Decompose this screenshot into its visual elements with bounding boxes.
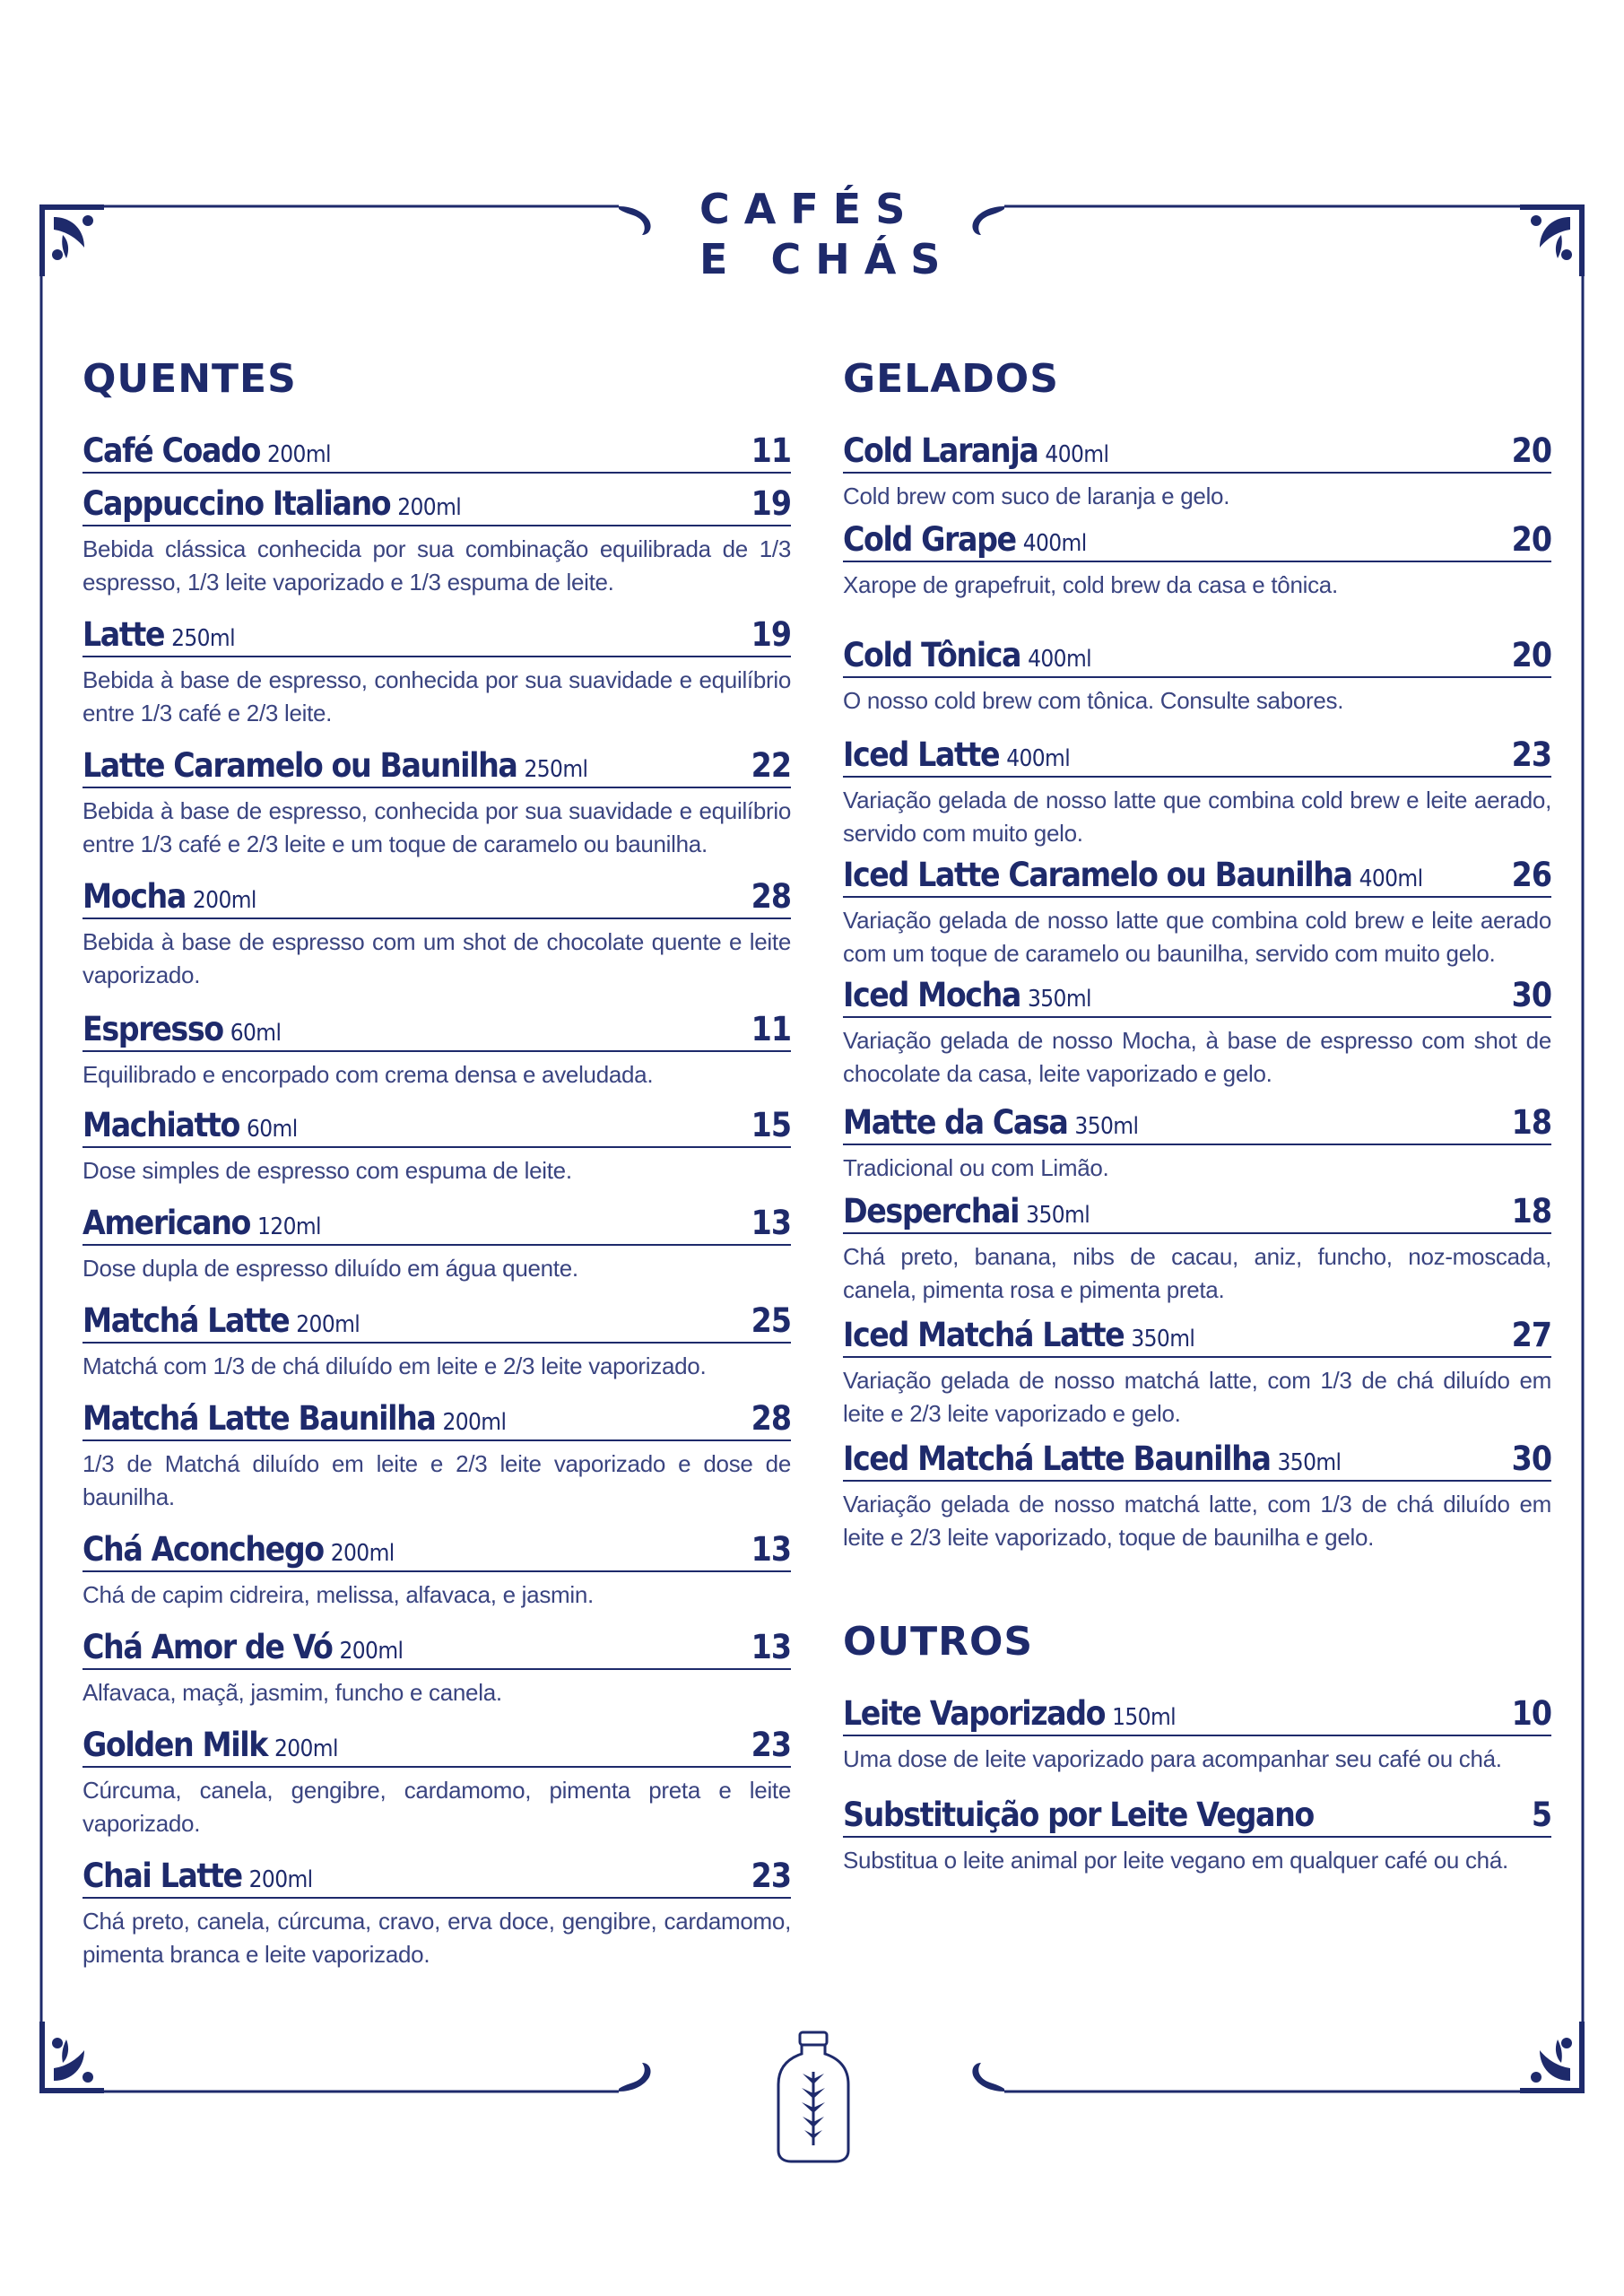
menu-item-title [83,1010,281,1048]
menu-item-name: Matchá Latte [83,1301,290,1340]
menu-item-iced-latte-caramelo-ou-baunilha [843,856,1551,970]
menu-item-name: Matte da Casa [843,1103,1068,1142]
menu-item-title [83,1628,403,1666]
menu-item-cafe-coado [83,431,791,474]
menu-item-substituicao-por-leite-vegano [843,1796,1551,1877]
menu-item-volume: 400ml [1045,441,1109,468]
menu-item-volume: 400ml [1028,646,1092,673]
menu-item-price: 20 [1511,636,1551,674]
menu-item-header [83,1530,791,1572]
menu-item-name: Golden Milk [83,1726,267,1764]
menu-item-description: Variação gelada de nosso matchá latte, com 1/3 de chá diluído em leite e 2/3 leite vaporizado e gelo. [843,1367,1551,1427]
menu-item-title [83,877,256,916]
menu-item-name: Desperchai [843,1192,1020,1231]
menu-item-price: 13 [751,1628,791,1666]
menu-item-price: 30 [1511,1439,1551,1478]
menu-item-price: 19 [751,615,791,654]
menu-item-volume: 200ml [192,887,256,914]
menu-item-volume: 350ml [1277,1449,1342,1476]
menu-item-name: Chá Amor de Vó [83,1628,333,1666]
menu-item-header [83,484,791,526]
menu-item-volume: 350ml [1028,986,1091,1013]
menu-item-volume: 350ml [1026,1202,1090,1229]
menu-item-header [843,1796,1551,1838]
menu-item-title [843,520,1087,559]
menu-item-title [83,1204,321,1242]
menu-item-description: 1/3 de Matchá diluído em leite e 2/3 leite vaporizado e dose de baunilha. [83,1450,791,1510]
corner-flourish-icon [1516,199,1588,280]
menu-item-price: 25 [751,1301,791,1340]
menu-item-header [843,1694,1551,1736]
menu-item-matte-da-casa [843,1103,1551,1185]
menu-item-header [83,1399,791,1441]
menu-item-price: 19 [751,484,791,523]
menu-item-title [83,615,235,654]
menu-item-name: Espresso [83,1010,223,1048]
menu-item-cha-amor-de-vo [83,1628,791,1709]
menu-item-price: 20 [1511,431,1551,470]
section-heading-outros: OUTROS [843,1619,1034,1665]
menu-item-volume: 200ml [330,1540,395,1567]
menu-item-volume: 60ml [246,1116,298,1143]
menu-item-price: 18 [1511,1103,1551,1142]
corner-flourish-icon [36,2018,108,2099]
menu-item-iced-latte [843,735,1551,850]
menu-item-mocha [83,877,791,992]
menu-item-price: 18 [1511,1192,1551,1231]
menu-item-volume: 60ml [230,1020,282,1047]
menu-item-price: 27 [1511,1316,1551,1354]
menu-item-price: 5 [1531,1796,1551,1834]
menu-item-name: Iced Latte [843,735,1000,774]
menu-item-iced-mocha [843,976,1551,1091]
menu-item-cold-tonica [843,636,1551,718]
jar-rosemary-icon [773,2029,854,2165]
menu-item-title [83,484,461,523]
menu-item-title [843,1103,1138,1142]
menu-item-title [83,1530,395,1569]
menu-item-description: Cold brew com suco de laranja e gelo. [843,483,1230,509]
menu-item-name: Mocha [83,877,186,916]
menu-item-description: Chá de capim cidreira, melissa, alfavaca, e jasmin. [83,1581,594,1608]
menu-item-description: Bebida clássica conhecida por sua combinação equilibrada de 1/3 espresso, 1/3 leite vaporizado e 1/3 espuma de leite. [83,535,791,596]
menu-item-cappuccino-italiano [83,484,791,599]
menu-item-volume: 350ml [1074,1113,1139,1140]
menu-item-title [83,746,587,785]
menu-item-description: Tradicional ou com Limão. [843,1154,1109,1181]
menu-item-volume: 200ml [442,1409,507,1436]
menu-item-price: 23 [751,1726,791,1764]
menu-item-title [83,1301,360,1340]
menu-item-title [843,976,1091,1014]
menu-item-name: Cold Laranja [843,431,1038,470]
menu-item-name: Iced Matchá Latte [843,1316,1125,1354]
menu-item-description: Substitua o leite animal por leite vegano em qualquer café ou chá. [843,1847,1508,1874]
menu-item-header [83,1010,791,1052]
menu-item-cold-grape [843,520,1551,602]
menu-item-price: 28 [751,877,791,916]
menu-item-description: Chá preto, banana, nibs de cacau, aniz, funcho, noz-moscada, canela, pimenta rosa e pimenta preta. [843,1243,1551,1303]
page-title [699,184,955,284]
menu-item-header [83,1301,791,1344]
menu-item-volume: 200ml [248,1866,313,1893]
section-heading-gelados: GELADOS [843,356,1059,402]
menu-item-title [843,1192,1090,1231]
menu-item-iced-matcha-latte [843,1316,1551,1431]
menu-item-price: 28 [751,1399,791,1438]
menu-item-volume: 120ml [257,1213,321,1240]
menu-item-description: Variação gelada de nosso Mocha, à base de espresso com shot de chocolate da casa, leite vaporizado e gelo. [843,1027,1551,1087]
menu-item-volume: 250ml [524,756,588,783]
menu-item-name: Chá Aconchego [83,1530,324,1569]
menu-item-header [843,1316,1551,1358]
menu-item-price: 20 [1511,520,1551,559]
menu-item-header [83,1726,791,1768]
menu-item-price: 11 [751,431,791,470]
menu-item-price: 30 [1511,976,1551,1014]
menu-item-machiatto [83,1106,791,1187]
menu-item-header [843,636,1551,678]
menu-item-description: Chá preto, canela, cúrcuma, cravo, erva doce, gengibre, cardamomo, pimenta branca e leite vaporizado. [83,1908,791,1968]
column-left [83,354,791,1971]
menu-item-volume: 200ml [296,1311,360,1338]
section-heading-quentes: QUENTES [83,356,297,402]
menu-item-chai-latte [83,1857,791,1971]
menu-item-header [843,735,1551,778]
menu-item-header [843,431,1551,474]
menu-item-iced-matcha-latte-baunilha [843,1439,1551,1554]
corner-flourish-icon [1516,2018,1588,2099]
menu-item-name: Chai Latte [83,1857,242,1895]
menu-item-price: 22 [751,746,791,785]
menu-item-description: Dose dupla de espresso diluído em água quente. [83,1255,578,1282]
menu-item-description: Xarope de grapefruit, cold brew da casa e tônica. [843,571,1338,598]
menu-item-title [83,1399,506,1438]
menu-item-volume: 350ml [1131,1326,1195,1352]
menu-item-description: Bebida à base de espresso, conhecida por sua suavidade e equilíbrio entre 1/3 café e 2/3 leite e um toque de caramelo ou baunilha. [83,797,791,857]
menu-item-price: 23 [751,1857,791,1895]
menu-item-title [843,856,1423,894]
menu-item-header [843,1192,1551,1234]
menu-item-header [843,520,1551,562]
menu-item-golden-milk [83,1726,791,1840]
menu-item-description: Alfavaca, maçã, jasmim, funcho e canela. [83,1679,502,1706]
menu-item-name: Leite Vaporizado [843,1694,1106,1733]
menu-item-header [843,1439,1551,1482]
menu-item-header [83,615,791,657]
menu-item-description: Variação gelada de nosso latte que combina cold brew e leite aerado, servido com muito gelo. [843,787,1551,847]
menu-item-name: Iced Mocha [843,976,1020,1014]
menu-item-header [843,976,1551,1018]
menu-item-description: Dose simples de espresso com espuma de leite. [83,1157,572,1184]
page-title-line-1: CAFÉS [699,185,920,233]
menu-item-name: Iced Matchá Latte Baunilha [843,1439,1271,1478]
menu-item-volume: 200ml [397,494,462,521]
menu-item-name: Cappuccino Italiano [83,484,391,523]
menu-item-volume: 400ml [1006,745,1071,772]
menu-list-quentes [83,431,791,1971]
menu-item-description: Bebida à base de espresso com um shot de chocolate quente e leite vaporizado. [83,928,791,988]
menu-item-name: Americano [83,1204,251,1242]
menu-item-price: 23 [1511,735,1551,774]
menu-item-description: O nosso cold brew com tônica. Consulte sabores. [843,687,1344,714]
menu-item-matcha-latte [83,1301,791,1383]
menu-item-cold-laranja [843,431,1551,513]
menu-item-price: 13 [751,1204,791,1242]
menu-item-header [83,746,791,788]
menu-item-title [83,1857,313,1895]
menu-item-title [843,636,1091,674]
menu-item-header [83,877,791,919]
menu-item-title [843,1316,1194,1354]
menu-item-desperchai [843,1192,1551,1307]
page-title-line-2: E CHÁS [699,235,955,283]
menu-item-title [83,431,331,470]
menu-item-name: Substituição por Leite Vegano [843,1796,1314,1834]
menu-item-latte [83,615,791,730]
menu-item-header [843,856,1551,898]
menu-item-cha-aconchego [83,1530,791,1612]
menu-item-header [83,431,791,474]
menu-item-description: Cúrcuma, canela, gengibre, cardamomo, pimenta preta e leite vaporizado. [83,1777,791,1837]
menu-list-gelados [843,431,1551,1554]
menu-item-espresso [83,1010,791,1091]
menu-item-title [843,1796,1314,1834]
menu-item-name: Iced Latte Caramelo ou Baunilha [843,856,1352,894]
menu-item-title [843,431,1108,470]
menu-item-volume: 250ml [171,625,236,652]
menu-item-volume: 400ml [1022,530,1087,557]
menu-item-description: Variação gelada de nosso matchá latte, com 1/3 de chá diluído em leite e 2/3 leite vaporizado, toque de baunilha e gelo. [843,1491,1551,1551]
menu-item-name: Latte Caramelo ou Baunilha [83,746,517,785]
menu-item-americano [83,1204,791,1285]
column-right [843,354,1551,1877]
menu-item-name: Café Coado [83,431,260,470]
menu-item-header [83,1857,791,1899]
menu-item-price: 26 [1511,856,1551,894]
menu-item-price: 11 [751,1010,791,1048]
menu-item-header [83,1106,791,1148]
menu-item-latte-caramelo-ou-baunilha [83,746,791,861]
menu-item-name: Matchá Latte Baunilha [83,1399,436,1438]
menu-item-name: Machiatto [83,1106,239,1144]
menu-item-price: 10 [1511,1694,1551,1733]
menu-item-price: 13 [751,1530,791,1569]
corner-flourish-icon [36,199,108,280]
menu-item-volume: 400ml [1359,865,1423,892]
menu-item-description: Matchá com 1/3 de chá diluído em leite e 2/3 leite vaporizado. [83,1352,707,1379]
menu-item-name: Cold Grape [843,520,1016,559]
menu-item-matcha-latte-baunilha [83,1399,791,1514]
menu-item-description: Bebida à base de espresso, conhecida por sua suavidade e equilíbrio entre 1/3 café e 2/3 leite. [83,666,791,726]
menu-item-name: Latte [83,615,165,654]
menu-item-name: Cold Tônica [843,636,1021,674]
menu-item-volume: 150ml [1112,1704,1177,1731]
menu-item-price: 15 [751,1106,791,1144]
menu-item-description: Uma dose de leite vaporizado para acompanhar seu café ou chá. [843,1745,1502,1772]
menu-item-title [843,735,1070,774]
menu-item-header [83,1204,791,1246]
menu-item-title [83,1726,338,1764]
menu-item-title [843,1439,1341,1478]
menu-item-leite-vaporizado [843,1694,1551,1776]
menu-item-volume: 200ml [266,441,331,468]
menu-item-volume: 200ml [274,1735,338,1762]
menu-item-title [83,1106,298,1144]
menu-list-outros [843,1694,1551,1877]
menu-item-title [843,1694,1176,1733]
menu-item-header [83,1628,791,1670]
menu-item-description: Equilibrado e encorpado com crema densa e aveludada. [83,1061,654,1088]
menu-item-volume: 200ml [339,1638,404,1665]
menu-item-description: Variação gelada de nosso latte que combina cold brew e leite aerado com um toque de caramelo ou baunilha, servido com muito gelo. [843,907,1551,967]
menu-item-header [843,1103,1551,1145]
